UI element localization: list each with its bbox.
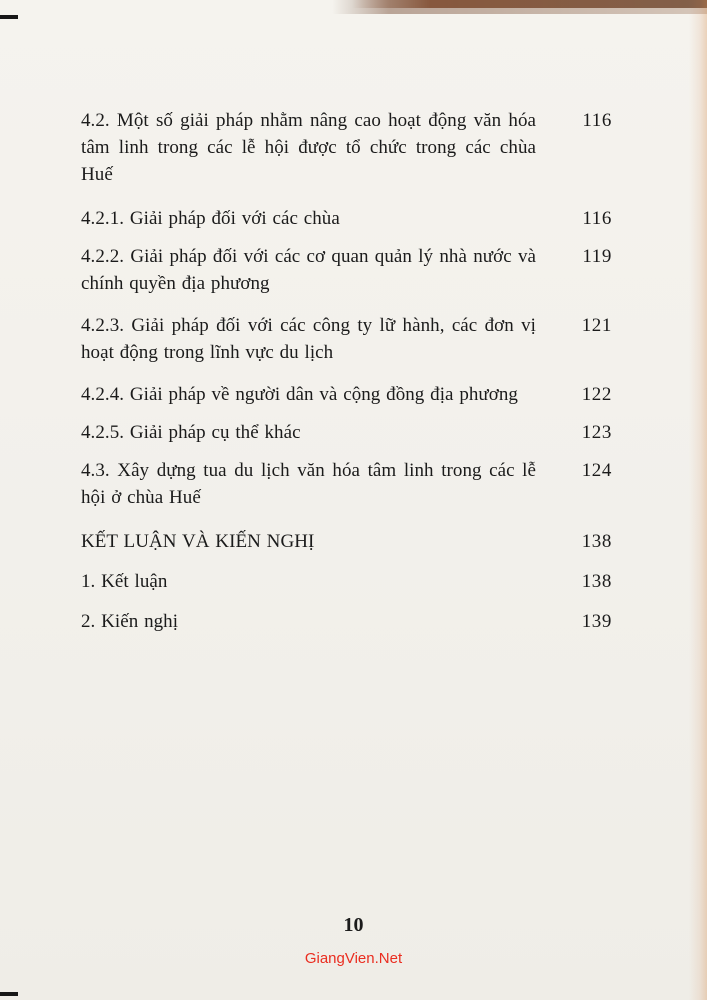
toc-entry-page-number: 121 (581, 315, 612, 336)
toc-entry-label: 4.2.4. Giải pháp về người dân và cộng đồng địa phương (81, 384, 518, 405)
right-page-shadow (689, 0, 707, 1000)
toc-entry-4-2-3 (81, 312, 612, 366)
toc-entry-page-number: 138 (581, 531, 612, 552)
toc-entry-page-number: 116 (582, 208, 612, 229)
toc-entry-page-number: 139 (581, 611, 612, 632)
toc-entry-ket-luan-va-kien-nghi (81, 528, 612, 555)
toc-entry-page-number: 138 (581, 571, 612, 592)
toc-entry-4-2 (81, 107, 612, 188)
toc-entry-4-2-1 (81, 205, 612, 232)
toc-entry-4-2-4 (81, 381, 612, 408)
toc-entry-label: 4.2.5. Giải pháp cụ thể khác (81, 422, 301, 443)
toc-entry-label: 4.2. Một số giải pháp nhằm nâng cao hoạt động văn hóa tâm linh trong các lễ hội được tổ chức trong các chùa Huế (81, 110, 536, 185)
toc-entry-label: 2. Kiến nghị (81, 611, 179, 632)
toc-entry-4-2-5 (81, 419, 612, 446)
toc-entry-page-number: 124 (581, 460, 612, 481)
toc-entry-label: 4.2.2. Giải pháp đối với các cơ quan quản lý nhà nước và chính quyền địa phương (81, 246, 536, 294)
toc-entry-label: 1. Kết luận (81, 571, 168, 592)
toc-entry-label: KẾT LUẬN VÀ KIẾN NGHỊ (81, 531, 315, 552)
toc-entry-page-number: 123 (581, 422, 612, 443)
top-cover-edge (352, 0, 707, 8)
toc-entry-4-3 (81, 457, 612, 511)
bottom-left-corner-mark (0, 992, 18, 996)
toc-entry-page-number: 119 (582, 246, 612, 267)
page-number: 10 (343, 914, 364, 936)
toc-entry-ket-luan (81, 568, 612, 595)
toc-entry-page-number: 116 (582, 110, 612, 131)
toc-entry-4-2-2 (81, 243, 612, 297)
toc-entry-kien-nghi (81, 608, 612, 635)
toc-entry-label: 4.2.1. Giải pháp đối với các chùa (81, 208, 340, 229)
table-of-contents (81, 107, 612, 635)
toc-entry-label: 4.2.3. Giải pháp đối với các công ty lữ hành, các đơn vị hoạt động trong lĩnh vực du lịch (81, 315, 536, 363)
top-left-corner-mark (0, 15, 18, 19)
watermark-text: GiangVien.Net (304, 950, 403, 967)
toc-entry-page-number: 122 (581, 384, 612, 405)
toc-entry-label: 4.3. Xây dựng tua du lịch văn hóa tâm linh trong các lễ hội ở chùa Huế (81, 460, 536, 508)
